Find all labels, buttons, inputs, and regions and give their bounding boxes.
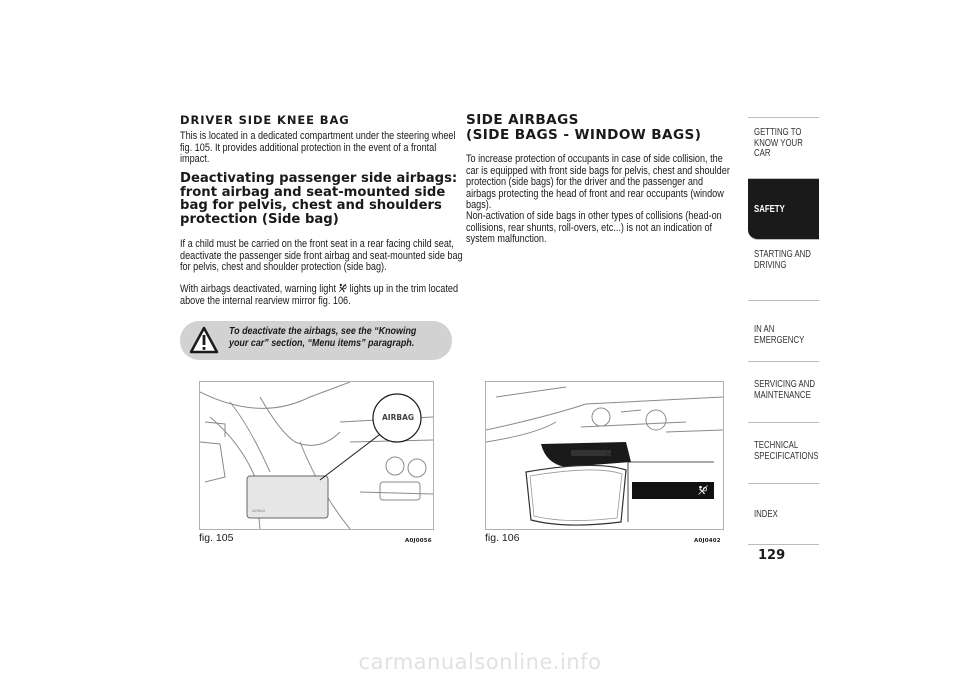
watermark: carmanualsonline.info (358, 650, 602, 674)
tab-label: TECHNICAL SPECIFICATIONS (754, 440, 819, 462)
figure-105-image (199, 381, 434, 530)
tab-label: SERVICING AND MAINTENANCE (754, 379, 815, 401)
side-airbags-paragraph-2: Non-activation of side bags in other types of collisions (head-on collisions, rear shunts, roll-overs, etc...) is not an indication of system malfunction. (466, 210, 722, 246)
tab-label: IN AN EMERGENCY (754, 324, 805, 346)
tab-safety[interactable] (748, 179, 819, 240)
airbag-off-icon (339, 283, 348, 293)
figure-106-code: A0J0402 (694, 538, 721, 544)
tab-servicing-and-maintenance[interactable] (748, 362, 819, 423)
tab-in-an-emergency[interactable] (748, 301, 819, 362)
figure-106-image (485, 381, 724, 530)
warning-text: To deactivate the airbags, see the “Knowing your car” section, “Menu items” paragraph. (229, 326, 417, 349)
side-airbags-heading (466, 113, 756, 142)
tab-label: SAFETY (754, 204, 785, 215)
airbag-label: AIRBAG (382, 413, 415, 422)
side-airbags-paragraph-1: To increase protection of occupants in case of side collision, the car is equipped with front side bags for pelvis, chest and shoulder protection (side bags) for the driver and the passenger and airbags protecting the head of front and rear occupants (window bags). (466, 153, 730, 212)
tab-getting-to-know-your-car[interactable] (748, 118, 819, 179)
figure-105-caption: fig. 105 (199, 532, 234, 544)
deactivate-paragraph-1: If a child must be carried on the front seat in a rear facing child seat, deactivate the passenger side front airbag and seat-mounted side bag for pelvis, chest and shoulder protection (side bag). (180, 238, 463, 274)
warning-triangle-icon (189, 326, 219, 354)
panel-label: AIRBAG (252, 509, 266, 513)
figure-105-code: A0J0056 (405, 538, 432, 544)
tab-index[interactable] (748, 484, 819, 545)
deactivate-paragraph-2b: lights up in the trim located above the internal rearview mirror fig. 106. (180, 283, 459, 307)
tab-label: GETTING TO KNOW YOUR CAR (754, 127, 803, 159)
side-airbags-heading-line2: (SIDE BAGS - WINDOW BAGS) (466, 126, 702, 143)
figure-106-caption: fig. 106 (485, 532, 520, 544)
deactivate-paragraph-2 (180, 283, 464, 307)
deactivate-paragraph-2a: With airbags deactivated, warning light (180, 283, 339, 295)
tab-starting-and-driving[interactable] (748, 240, 819, 301)
knee-bag-heading: DRIVER SIDE KNEE BAG (180, 113, 350, 127)
tab-label: INDEX (754, 509, 778, 520)
tab-label: STARTING AND DRIVING (754, 249, 811, 271)
knee-bag-paragraph: This is located in a dedicated compartment under the steering wheel fig. 105. It provides additional protection in the event of a frontal impact. (180, 130, 456, 166)
page-number: 129 (758, 548, 786, 563)
deactivate-airbags-heading: Deactivating passenger side airbags: front airbag and seat-mounted side bag for pelvis, chest and shoulders protection (Side bag) (180, 171, 458, 227)
tab-technical-specifications[interactable] (748, 423, 819, 484)
side-airbags-heading-line1: SIDE AIRBAGS (466, 112, 579, 128)
